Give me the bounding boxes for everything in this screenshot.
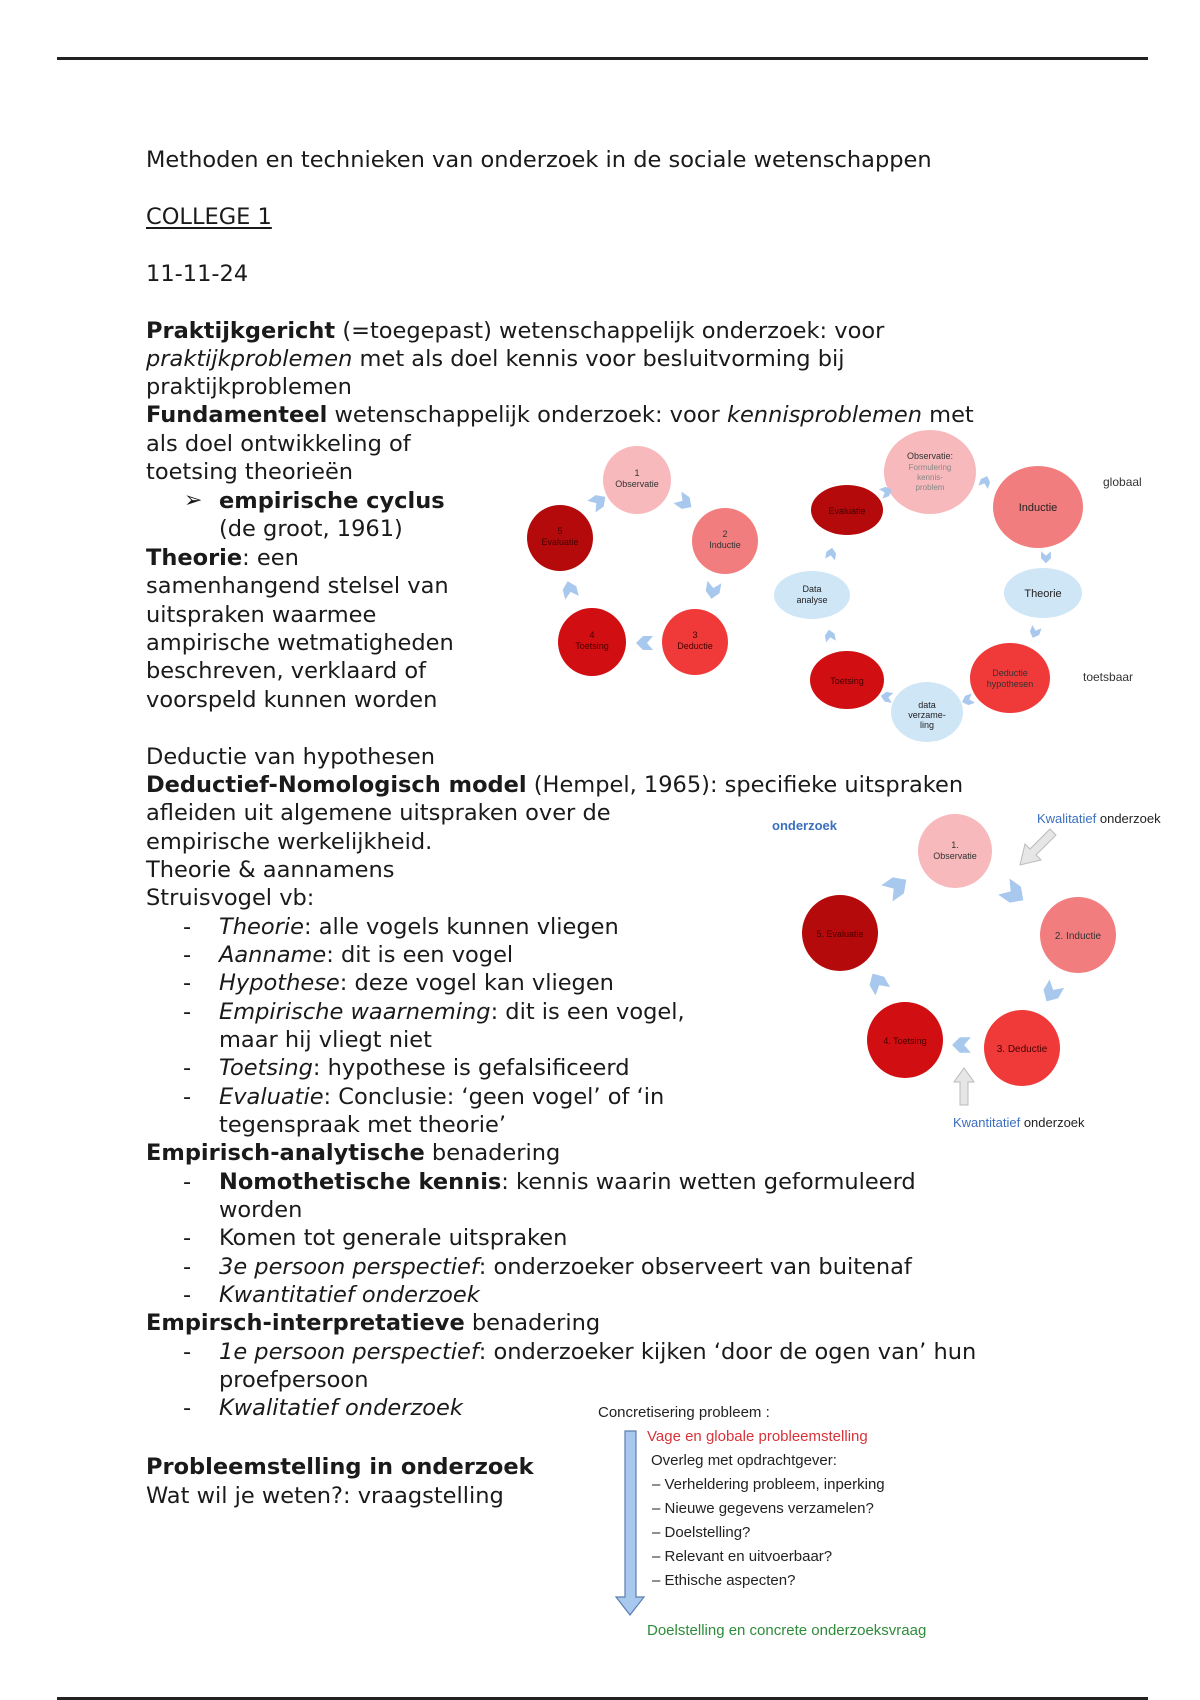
fundamenteel-line-2: als doel ontwikkeling of — [146, 431, 411, 457]
bullet-dash: - — [183, 1084, 192, 1110]
svg-text:2: 2 — [722, 529, 728, 539]
dn-model-line-2: afleiden uit algemene uitspraken over de — [146, 800, 611, 826]
kwantitatief-arrow-icon — [954, 1068, 974, 1105]
svg-text:Evaluatie: Evaluatie — [828, 506, 866, 516]
theorie-definition-6: voorspeld kunnen worden — [146, 687, 438, 713]
onderzoek-cycle-diagram — [772, 811, 1161, 1130]
list-item-continuation: tegenspraak met theorie’ — [219, 1112, 506, 1138]
arrow-bullet-icon: ➢ — [184, 488, 203, 513]
theorie-definition-3: uitspraken waarmee — [146, 602, 377, 628]
concretisering-title: Concretisering probleem : — [598, 1404, 770, 1421]
kwalitatief-label: Kwalitatief onderzoek — [1037, 811, 1161, 826]
empirical-cycle-diagram — [527, 446, 758, 676]
concretisering-item: – Verheldering probleem, inperking — [652, 1476, 885, 1493]
list-item: Theorie: alle vogels kunnen vliegen — [219, 914, 619, 940]
bullet-dash: - — [183, 1282, 192, 1308]
svg-text:4. Toetsing: 4. Toetsing — [883, 1036, 927, 1046]
deductie-heading: Deductie van hypothesen — [146, 744, 436, 770]
concretisering-arrow-icon — [616, 1431, 644, 1615]
concretisering-end: Doelstelling en concrete onderzoeksvraag — [647, 1622, 927, 1639]
dn-model-line-3: empirische werkelijkheid. — [146, 829, 433, 855]
svg-text:hypothesen: hypothesen — [986, 679, 1034, 689]
svg-text:3. Deductie: 3. Deductie — [996, 1044, 1048, 1055]
svg-text:Toetsing: Toetsing — [830, 676, 864, 686]
theorie-aannamens: Theorie & aannamens — [146, 857, 395, 883]
kwalitatief-arrow-icon — [1020, 829, 1056, 865]
concretisering-overleg: Overleg met opdrachtgever: — [651, 1452, 837, 1469]
list-item: Toetsing: hypothese is gefalsificeerd — [219, 1055, 630, 1081]
svg-text:Inductie: Inductie — [709, 540, 741, 550]
svg-text:Deductie: Deductie — [992, 668, 1028, 678]
bullet-dash: - — [183, 1169, 192, 1195]
probleemstelling-line: Wat wil je weten?: vraagstelling — [146, 1483, 504, 1509]
extended-cycle-diagram — [774, 430, 1142, 742]
bullet-dash: - — [183, 1225, 192, 1251]
svg-text:Observatie: Observatie — [933, 851, 977, 861]
cyclus-reference: (de groot, 1961) — [219, 516, 403, 542]
concretisering-start: Vage en globale probleemstelling — [647, 1428, 868, 1445]
concretisering-item: – Relevant en uitvoerbaar? — [652, 1548, 833, 1565]
theorie-definition-4: ampirische wetmatigheden — [146, 630, 454, 656]
document-title: Methoden en technieken van onderzoek in de sociale wetenschappen — [146, 147, 932, 173]
theorie-definition-5: beschreven, verklaard of — [146, 658, 427, 684]
svg-text:1: 1 — [634, 468, 640, 478]
svg-text:Theorie: Theorie — [1024, 588, 1062, 600]
theorie-definition-1: Theorie: een — [146, 545, 299, 571]
svg-text:ling: ling — [919, 720, 935, 730]
list-item: Kwalitatief onderzoek — [219, 1395, 463, 1421]
arrow-icon — [561, 579, 579, 599]
concretisering-item: – Doelstelling? — [652, 1524, 751, 1541]
svg-text:toetsbaar: toetsbaar — [1083, 670, 1134, 684]
svg-text:onderzoek: onderzoek — [772, 818, 838, 833]
praktijk-line-1: Praktijkgericht (=toegepast) wetenschappelijk onderzoek: voor — [146, 318, 885, 344]
arrow-icon — [587, 491, 609, 512]
list-item: Komen tot generale uitspraken — [219, 1225, 568, 1251]
list-item: Empirische waarneming: dit is een vogel, — [219, 999, 685, 1025]
list-item: Evaluatie: Conclusie: ‘geen vogel’ of ‘in — [219, 1084, 665, 1110]
bullet-dash: - — [183, 1254, 192, 1280]
arrow-icon — [673, 492, 695, 513]
praktijk-line-2: praktijkproblemen met als doel kennis voor besluitvorming bij — [146, 346, 845, 372]
bullet-dash: - — [183, 970, 192, 996]
svg-text:verzame-: verzame- — [908, 710, 946, 720]
list-item-continuation: maar hij vliegt niet — [219, 1027, 432, 1053]
interpretatief-heading: Empirsch-interpretatieve benadering — [146, 1310, 601, 1336]
theorie-definition-2: samenhangend stelsel van — [146, 573, 449, 599]
bullet-dash: - — [183, 999, 192, 1025]
svg-text:3: 3 — [692, 630, 698, 640]
list-item: Hypothese: deze vogel kan vliegen — [219, 970, 614, 996]
list-item-continuation: worden — [219, 1197, 303, 1223]
list-item: Aanname: dit is een vogel — [219, 942, 514, 968]
svg-text:data: data — [918, 700, 936, 710]
list-item: 1e persoon perspectief: onderzoeker kijken ‘door de ogen van’ hun — [219, 1339, 977, 1365]
concretisering-item: – Ethische aspecten? — [652, 1572, 796, 1589]
svg-text:1.: 1. — [951, 840, 959, 850]
bullet-dash: - — [183, 914, 192, 940]
kwantitatief-label: Kwantitatief onderzoek — [953, 1115, 1085, 1130]
svg-text:globaal: globaal — [1103, 475, 1142, 489]
svg-text:Observatie:: Observatie: — [906, 451, 954, 461]
svg-text:Deductie: Deductie — [677, 641, 713, 651]
list-item: Kwantitatief onderzoek — [219, 1282, 480, 1308]
date: 11-11-24 — [146, 261, 249, 287]
bullet-dash: - — [183, 1339, 192, 1365]
fundamenteel-line-1: Fundamenteel wetenschappelijk onderzoek: voor kennisproblemen met — [146, 402, 974, 428]
svg-text:5. Evaluatie: 5. Evaluatie — [816, 929, 864, 939]
list-item: Nomothetische kennis: kennis waarin wetten geformuleerd — [219, 1169, 916, 1195]
svg-text:Inductie: Inductie — [1018, 502, 1058, 514]
list-item: 3e persoon perspectief: onderzoeker observeert van buitenaf — [219, 1254, 912, 1280]
arrow-icon — [705, 581, 722, 600]
praktijk-line-3: praktijkproblemen — [146, 374, 352, 400]
bullet-dash: - — [183, 1395, 192, 1421]
svg-text:Evaluatie: Evaluatie — [541, 537, 579, 547]
bullet-dash: - — [183, 1055, 192, 1081]
college-heading: COLLEGE 1 — [146, 204, 272, 230]
svg-text:kennis-: kennis- — [917, 473, 943, 482]
bullet-dash: - — [183, 942, 192, 968]
svg-text:Toetsing: Toetsing — [575, 641, 609, 651]
svg-text:Data: Data — [802, 584, 822, 594]
svg-text:4: 4 — [589, 630, 595, 640]
analytisch-heading: Empirisch-analytische benadering — [146, 1140, 561, 1166]
list-item-continuation: proefpersoon — [219, 1367, 369, 1393]
dn-model-line-1: Deductief-Nomologisch model (Hempel, 1965): specifieke uitspraken — [146, 772, 964, 798]
svg-text:problem: problem — [915, 483, 945, 492]
svg-text:2. Inductie: 2. Inductie — [1054, 931, 1102, 942]
svg-text:analyse: analyse — [796, 595, 828, 605]
svg-text:Observatie: Observatie — [615, 479, 659, 489]
arrow-icon — [636, 636, 653, 650]
concretisering-item: – Nieuwe gegevens verzamelen? — [652, 1500, 874, 1517]
fundamenteel-line-3: toetsing theorieën — [146, 459, 354, 485]
empirische-cyclus: empirische cyclus — [219, 488, 445, 514]
svg-text:Formulering: Formulering — [908, 463, 952, 472]
struisvogel-heading: Struisvogel vb: — [146, 885, 315, 911]
svg-text:5: 5 — [557, 526, 563, 536]
probleemstelling-heading: Probleemstelling in onderzoek — [146, 1454, 534, 1480]
